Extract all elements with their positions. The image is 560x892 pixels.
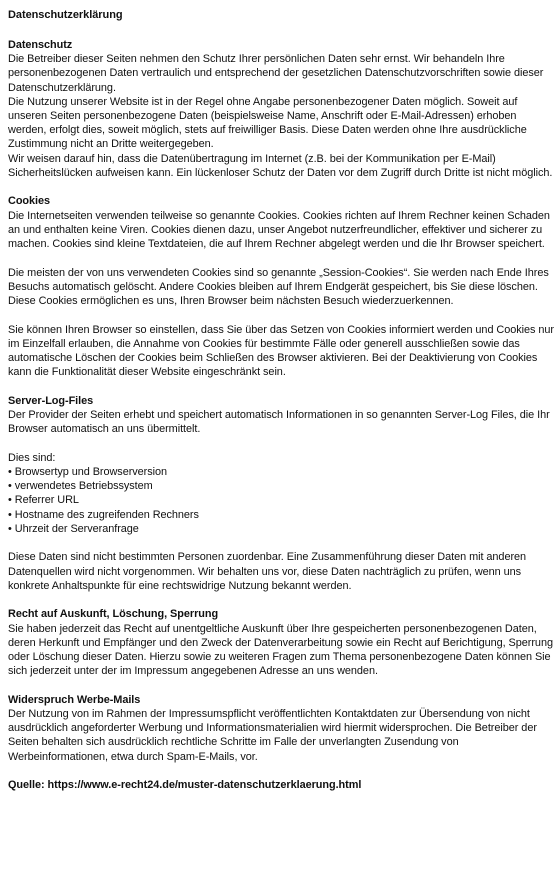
section-cookies — [8, 194, 554, 379]
page-title: Datenschutzerklärung — [8, 9, 123, 21]
section-server-log-files — [8, 394, 554, 593]
section-heading-auskunft: Recht auf Auskunft, Löschung, Sperrung — [8, 608, 219, 621]
cookies-paragraph-1: Die Internetseiten verwenden teilweise so genannte Cookies. Cookies richten auf Ihrem Rechner keinen Schaden an und enthalten keine Viren. Cookies dienen dazu, unser Angebot nutzerfreundlicher, effektiver und sicherer zu machen. Cookies sind kleine Textdateien, die auf Ihrem Rechner abgelegt werden und die Ihr Browser speichert. — [8, 209, 550, 251]
auskunft-paragraph-1: Sie haben jederzeit das Recht auf unentgeltliche Auskunft über Ihre gespeicherten personenbezogenen Daten, deren Herkunft und Empfänger und den Zweck der Datenverarbeitung sowie ein Recht auf Berichtigung, Sperrung oder Löschung dieser Daten. Hierzu sowie zu weiteren Fragen zum Thema personenbezogene Daten können Sie sich jederzeit unter der im Impressum angegebenen Adresse an uns wenden. — [8, 622, 553, 678]
datenschutz-paragraph-2: Die Nutzung unserer Website ist in der Regel ohne Angabe personenbezogener Daten möglich. Soweit auf unseren Seiten personenbezogene Daten (beispielsweise Name, Anschrift oder E-Mail-Adressen) erhoben werden, erfolgt dies, soweit möglich, stets auf freiwilliger Basis. Diese Daten werden ohne Ihre ausdrückliche Zustimmung nicht an Dritte weitergegeben. — [8, 95, 527, 151]
spacer — [8, 180, 554, 194]
spacer — [8, 436, 554, 450]
section-heading-cookies: Cookies — [8, 195, 51, 208]
spacer — [8, 678, 554, 692]
serverlog-list-intro: Dies sind: — [8, 451, 56, 464]
list-item: • Uhrzeit der Serveranfrage — [8, 522, 554, 536]
serverlog-data-list — [8, 465, 554, 536]
datenschutz-paragraph-1: Die Betreiber dieser Seiten nehmen den Schutz Ihrer persönlichen Daten sehr ernst. Wir behandeln Ihre personenbezogenen Daten vertraulich und entsprechend der gesetzlichen Datenschutzvorschriften sowie dieser Datenschutzerklärung. — [8, 53, 544, 94]
list-item: • verwendetes Betriebssystem — [8, 479, 554, 493]
spacer — [8, 379, 554, 393]
list-item: • Hostname des zugreifenden Rechners — [8, 508, 554, 522]
section-heading-widerspruch: Widerspruch Werbe-Mails — [8, 693, 141, 706]
spacer — [8, 593, 554, 607]
spacer — [8, 251, 554, 265]
section-heading-server-log-files: Server-Log-Files — [8, 394, 94, 407]
widerspruch-paragraph-1: Der Nutzung von im Rahmen der Impressumspflicht veröffentlichten Kontaktdaten zur Übersendung von nicht ausdrücklich angeforderter Werbung und Informationsmaterialien wird hiermit widersprochen. Die Betreiber der Seiten behalten sich ausdrücklich rechtliche Schritte im Falle der unverlangten Zusendung von Werbeinformationen, etwa durch Spam-E-Mails, vor. — [8, 708, 537, 763]
source-line: Quelle: https://www.e-recht24.de/muster-datenschutzerklaerung.html — [8, 778, 362, 791]
spacer — [8, 308, 554, 322]
serverlog-paragraph-2: Diese Daten sind nicht bestimmten Personen zuordenbar. Eine Zusammenführung dieser Daten mit anderen Datenquellen wird nicht vorgenommen. Wir behalten uns vor, diese Daten nachträglich zu prüfen, wenn uns konkrete Anhaltspunkte für eine rechtswidrige Nutzung bekannt werden. — [8, 551, 527, 592]
section-heading-datenschutz: Datenschutz — [8, 39, 73, 51]
list-item: • Referrer URL — [8, 493, 554, 507]
serverlog-paragraph-1: Der Provider der Seiten erhebt und speichert automatisch Informationen in so genannten Server-Log Files, die Ihr Browser automatisch an uns übermittelt. — [8, 409, 550, 436]
datenschutz-paragraph-3: Wir weisen darauf hin, dass die Datenübertragung im Internet (z.B. bei der Kommunikation per E-Mail) Sicherheitslücken aufweisen kann. Ein lückenloser Schutz der Daten vor dem Zugriff durch Dritte ist nicht möglich. — [8, 152, 553, 179]
section-datenschutz — [8, 38, 554, 180]
spacer — [8, 536, 554, 550]
cookies-paragraph-2: Die meisten der von uns verwendeten Cookies sind so genannte „Session-Cookies“. Sie werden nach Ende Ihres Besuchs automatisch gelöscht. Andere Cookies bleiben auf Ihrem Endgerät gespeichert, bis Sie diese löschen. Diese Cookies ermöglichen es uns, Ihren Browser beim nächsten Besuch wiederzuerkennen. — [8, 266, 549, 308]
cookies-paragraph-3: Sie können Ihren Browser so einstellen, dass Sie über das Setzen von Cookies informiert werden und Cookies nur im Einzelfall erlauben, die Annahme von Cookies für bestimmte Fälle oder generell ausschließen sowie das automatische Löschen der Cookies beim Schließen des Browser aktivieren. Bei der Deaktivierung von Cookies kann die Funktionalität dieser Website eingeschränkt sein. — [8, 323, 554, 379]
section-widerspruch — [8, 693, 554, 764]
section-auskunft — [8, 607, 554, 678]
list-item: • Browsertyp und Browserversion — [8, 465, 554, 479]
